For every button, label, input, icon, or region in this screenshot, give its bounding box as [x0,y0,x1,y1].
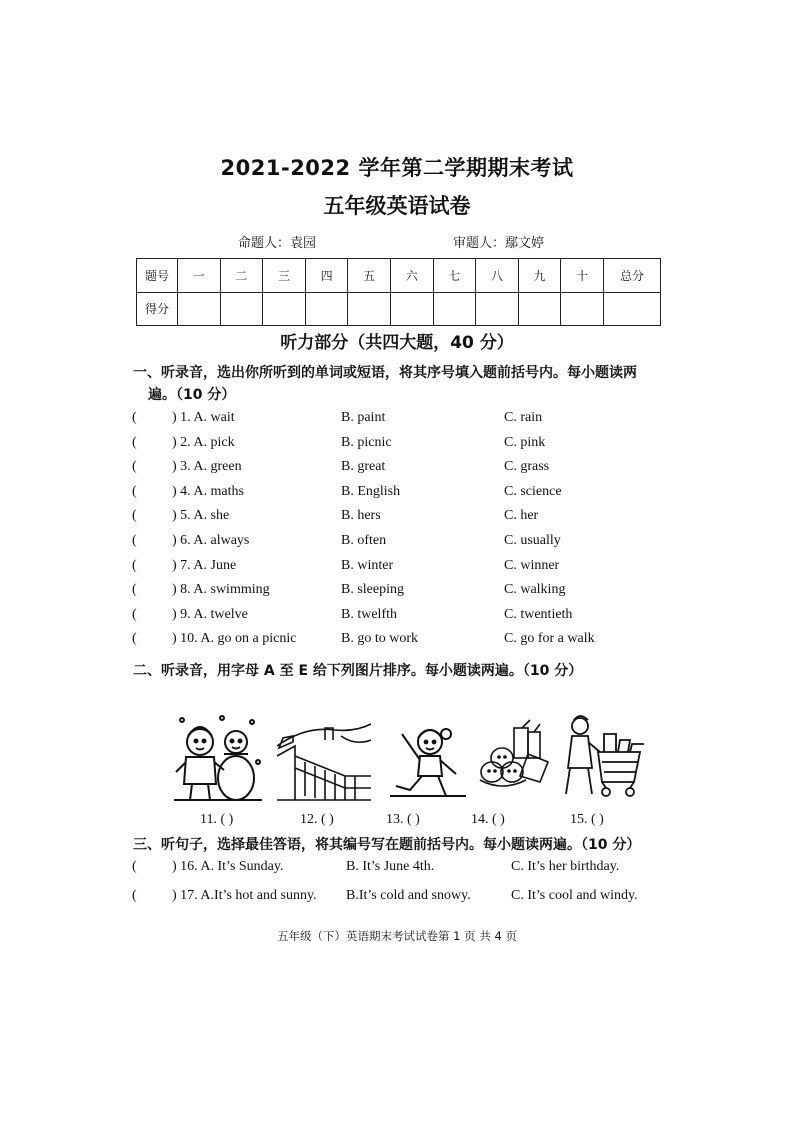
answer-bracket[interactable]: ( [132,606,137,622]
option-c: C. winner [504,557,560,573]
option-b: B. hers [341,508,381,524]
score-cell[interactable] [390,292,433,326]
part1-instruction-line2: 遍。（10 分） [148,387,236,403]
option-c: C. usually [504,533,561,548]
girl-exercising-picture [386,720,470,802]
option-c: C. walking [504,582,566,598]
option-a: ) 1. A. wait [172,410,235,425]
great-wall-picture [275,716,373,802]
answer-bracket[interactable]: ( [132,459,137,475]
score-cell[interactable] [604,292,661,326]
option-b: B. picnic [341,434,392,450]
option-a: ) 5. A. she [172,508,230,524]
page-footer: 五年级（下）英语期末考试试卷第 1 页 共 4 页 [277,929,517,943]
snowman-kids-picture [172,712,264,804]
option-a: ) 10. A. go on a picnic [172,631,297,647]
picture-label-11[interactable]: 11. ( ) [200,812,234,827]
score-cell[interactable] [518,292,561,326]
score-cell[interactable] [263,292,306,326]
answer-bracket[interactable]: ( [132,859,137,874]
option-b: B. often [341,533,387,548]
author-label: 命题人：袁园 [238,236,317,251]
answer-bracket[interactable]: ( [132,434,137,450]
score-col-1: 一 [178,259,221,293]
score-table-row1-label: 题号 [137,259,178,293]
score-col-8: 八 [476,259,519,293]
score-col-total: 总分 [604,259,661,293]
answer-bracket[interactable]: ( [132,483,137,499]
shopping-cart-picture [560,712,652,802]
score-cell[interactable] [476,292,519,326]
option-b: B. English [341,483,401,499]
option-a: ) 16. A. It’s Sunday. [172,859,284,874]
exam-title: 2021-2022 学年第二学期期末考试 [220,156,574,180]
score-col-7: 七 [433,259,476,293]
exam-subtitle: 五年级英语试卷 [323,194,471,218]
picture-label-13[interactable]: 13. ( ) [386,812,420,827]
answer-bracket[interactable]: ( [132,508,137,524]
score-cell[interactable] [433,292,476,326]
answer-bracket[interactable]: ( [132,631,137,647]
option-b: B. winter [341,557,394,573]
option-c: C. science [504,483,562,499]
option-a: ) 7. A. June [172,557,237,573]
option-a: ) 8. A. swimming [172,582,270,598]
option-a: ) 2. A. pick [172,434,235,450]
answer-bracket[interactable]: ( [132,582,137,598]
option-c: C. go for a walk [504,631,595,647]
option-c: C. grass [504,459,550,475]
score-cell[interactable] [348,292,391,326]
option-a: ) 17. A.It’s hot and sunny. [172,888,317,903]
score-table-score-row [137,292,661,326]
answer-bracket[interactable]: ( [132,410,137,425]
option-c: C. pink [504,434,546,450]
option-b: B.It’s cold and snowy. [346,888,471,903]
score-col-3: 三 [263,259,306,293]
option-b: B. twelfth [341,606,397,622]
score-col-5: 五 [348,259,391,293]
part1-instruction-line1: 一、听录音，选出你所听到的单词或短语，将其序号填入题前括号内。每小题读两 [133,365,637,381]
option-a: ) 3. A. green [172,459,242,475]
picture-label-12[interactable]: 12. ( ) [300,812,334,827]
reviewer-label: 审题人：鄢文婷 [453,236,545,251]
option-a: ) 4. A. maths [172,483,244,499]
option-b: B. sleeping [341,582,404,598]
score-table-header-row [137,259,661,293]
option-c: C. It’s cool and windy. [511,888,638,903]
option-c: C. her [504,508,539,524]
option-a: ) 9. A. twelve [172,606,248,622]
part2-instruction: 二、听录音，用字母 A 至 E 给下列图片排序。每小题读两遍。（10 分） [133,663,583,679]
score-table [136,258,661,326]
score-cell[interactable] [305,292,348,326]
answer-bracket[interactable]: ( [132,888,137,903]
score-col-2: 二 [220,259,263,293]
picture-label-14[interactable]: 14. ( ) [471,812,505,827]
score-col-10: 十 [561,259,604,293]
option-a: ) 6. A. always [172,533,250,548]
score-cell[interactable] [561,292,604,326]
listening-heading: 听力部分（共四大题，40 分） [280,333,514,353]
picture-label-15[interactable]: 15. ( ) [570,812,604,827]
answer-bracket[interactable]: ( [132,533,137,548]
score-cell[interactable] [178,292,221,326]
option-b: B. paint [341,410,386,425]
score-cell[interactable] [220,292,263,326]
option-c: C. It’s her birthday. [511,859,620,874]
option-b: B. It’s June 4th. [346,859,435,874]
score-col-6: 六 [390,259,433,293]
option-c: C. twentieth [504,606,573,622]
part3-instruction: 三、听句子，选择最佳答语，将其编号写在题前括号内。每小题读两遍。（10 分） [133,837,641,853]
option-c: C. rain [504,410,543,425]
answer-bracket[interactable]: ( [132,557,137,573]
food-drinks-picture [478,718,550,790]
score-col-4: 四 [305,259,348,293]
option-b: B. great [341,459,386,475]
score-table-row2-label: 得分 [137,292,178,326]
option-b: B. go to work [341,631,418,647]
score-col-9: 九 [518,259,561,293]
